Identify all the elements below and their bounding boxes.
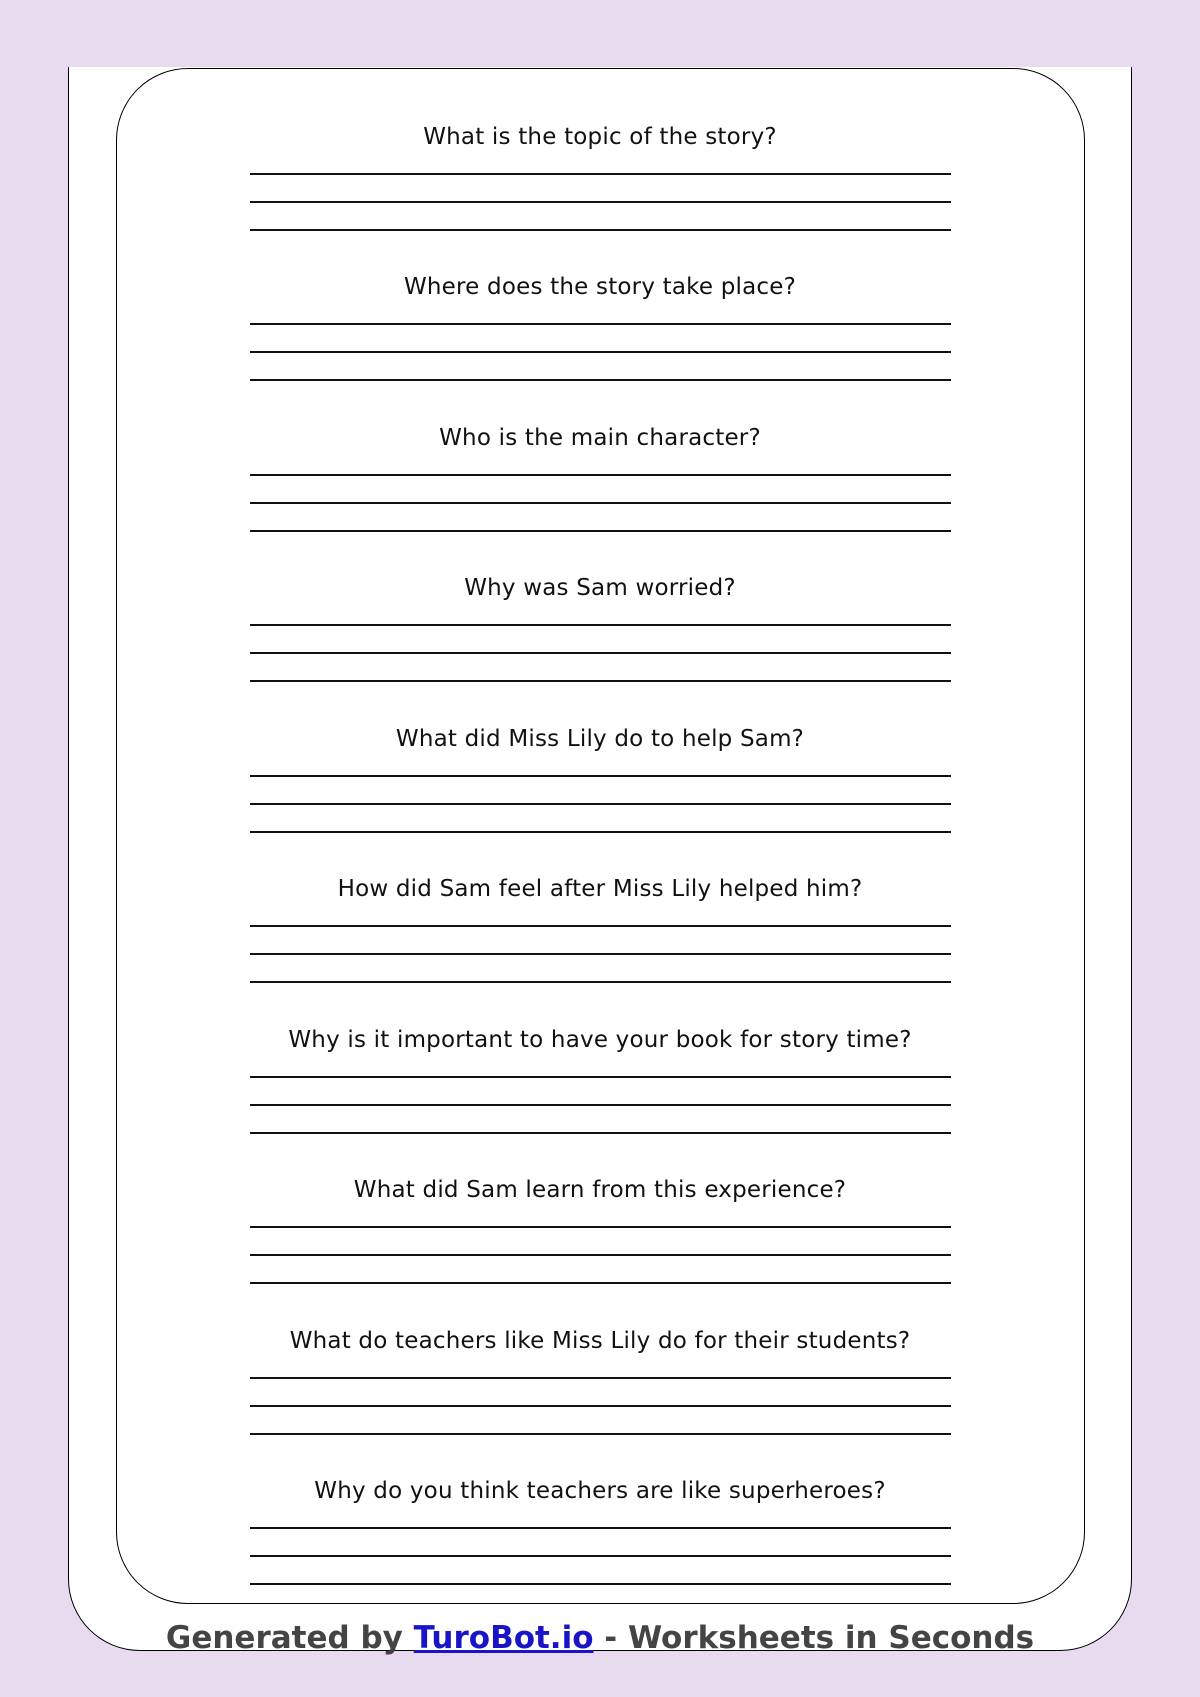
- answer-line[interactable]: [250, 1583, 951, 1585]
- answer-line[interactable]: [250, 1527, 951, 1529]
- answer-line[interactable]: [250, 1104, 951, 1106]
- answer-line[interactable]: [250, 201, 951, 203]
- question-text: Why is it important to have your book for story time?: [288, 1027, 912, 1053]
- answer-line[interactable]: [250, 803, 951, 805]
- answer-line[interactable]: [250, 775, 951, 777]
- question-item: [0, 724, 1200, 874]
- answer-line[interactable]: [250, 680, 951, 682]
- question-text: Why was Sam worried?: [464, 575, 736, 601]
- question-item: [0, 1326, 1200, 1476]
- answer-line[interactable]: [250, 1254, 951, 1256]
- answer-line[interactable]: [250, 530, 951, 532]
- answer-line[interactable]: [250, 1405, 951, 1407]
- question-text: What did Sam learn from this experience?: [353, 1177, 847, 1203]
- answer-line[interactable]: [250, 1132, 951, 1134]
- answer-line[interactable]: [250, 351, 951, 353]
- question-item: [0, 423, 1200, 573]
- answer-line[interactable]: [250, 981, 951, 983]
- answer-line[interactable]: [250, 624, 951, 626]
- answer-line[interactable]: [250, 323, 951, 325]
- answer-line[interactable]: [250, 1433, 951, 1435]
- footer-suffix: - Worksheets in Seconds: [593, 1620, 1035, 1656]
- question-text: Who is the main character?: [439, 425, 761, 451]
- question-item: [0, 122, 1200, 272]
- answer-line[interactable]: [250, 173, 951, 175]
- question-text: What is the topic of the story?: [423, 124, 777, 150]
- answer-line[interactable]: [250, 831, 951, 833]
- question-item: [0, 1476, 1200, 1626]
- question-item: [0, 573, 1200, 723]
- answer-line[interactable]: [250, 1282, 951, 1284]
- turobot-link[interactable]: TuroBot.io: [413, 1620, 594, 1656]
- answer-line[interactable]: [250, 1226, 951, 1228]
- question-text: What do teachers like Miss Lily do for their students?: [289, 1328, 911, 1354]
- answer-line[interactable]: [250, 379, 951, 381]
- question-text: Why do you think teachers are like superheroes?: [314, 1478, 886, 1504]
- question-text: How did Sam feel after Miss Lily helped him?: [337, 876, 863, 902]
- question-item: [0, 272, 1200, 422]
- answer-line[interactable]: [250, 1076, 951, 1078]
- footer-prefix: Generated by: [165, 1620, 414, 1656]
- question-text: Where does the story take place?: [403, 274, 797, 300]
- question-item: [0, 874, 1200, 1024]
- answer-line[interactable]: [250, 1555, 951, 1557]
- answer-line[interactable]: [250, 1377, 951, 1379]
- answer-line[interactable]: [250, 652, 951, 654]
- footer-credit: [0, 1618, 1200, 1658]
- answer-line[interactable]: [250, 502, 951, 504]
- answer-line[interactable]: [250, 229, 951, 231]
- question-text: What did Miss Lily do to help Sam?: [395, 726, 805, 752]
- question-item: [0, 1025, 1200, 1175]
- answer-line[interactable]: [250, 953, 951, 955]
- answer-line[interactable]: [250, 474, 951, 476]
- question-item: [0, 1175, 1200, 1325]
- answer-line[interactable]: [250, 925, 951, 927]
